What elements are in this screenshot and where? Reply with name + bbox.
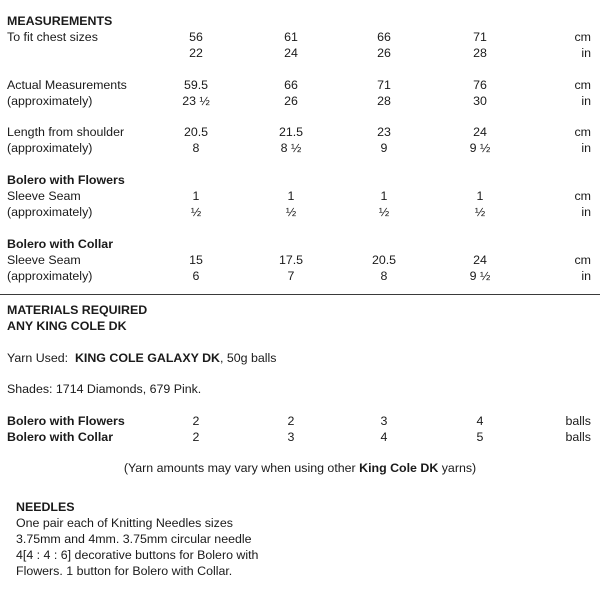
note-suffix: yarns) — [438, 461, 477, 475]
unit-label: cm — [574, 189, 591, 203]
value-cell: 1 — [380, 189, 388, 203]
measurements-title — [0, 13, 600, 29]
value-cell: 9 ½ — [469, 269, 491, 283]
value-cell: 3 — [380, 414, 388, 428]
unit-label: cm — [574, 30, 591, 44]
row-label: To fit chest sizes — [7, 30, 98, 44]
needles-line: 4[4 : 4 : 6] decorative buttons for Bolero with — [16, 548, 259, 562]
value-cell: 1 — [476, 189, 484, 203]
value-cell: 1 — [192, 189, 200, 203]
flowers-heading-row — [0, 172, 600, 188]
subsection-heading: Bolero with Collar — [7, 237, 114, 251]
value-cell: 7 — [287, 269, 295, 283]
flowers-balls-row — [0, 413, 600, 429]
flowers-sleeve-cm-row — [0, 188, 600, 204]
shades-line: Shades: 1714 Diamonds, 679 Pink. — [7, 382, 202, 396]
needles-line: 3.75mm and 4mm. 3.75mm circular needle — [16, 532, 252, 546]
unit-label: in — [581, 141, 591, 155]
value-cell: 15 — [189, 253, 203, 267]
row-label: Length from shoulder — [7, 125, 125, 139]
value-cell: 3 — [287, 430, 295, 444]
unit-label: cm — [574, 78, 591, 92]
value-cell: 20.5 — [183, 125, 209, 139]
yarn-used-line — [7, 350, 276, 366]
value-cell: 71 — [473, 30, 487, 44]
value-cell: 24 — [473, 125, 487, 139]
value-cell: 9 — [380, 141, 388, 155]
value-cell: 66 — [377, 30, 391, 44]
value-cell: 1 — [287, 189, 295, 203]
value-cell: ½ — [285, 205, 297, 219]
actual-cm-row — [0, 77, 600, 93]
value-cell: 2 — [192, 430, 200, 444]
value-cell: 23 ½ — [182, 94, 210, 108]
unit-label: cm — [574, 125, 591, 139]
value-cell: 59.5 — [183, 78, 209, 92]
row-label: (approximately) — [7, 94, 93, 108]
collar-sleeve-in-row — [0, 268, 600, 284]
yarn-name: KING COLE GALAXY DK — [74, 351, 220, 365]
value-cell: ½ — [190, 205, 202, 219]
needles-line: Flowers. 1 button for Bolero with Collar. — [16, 564, 233, 578]
chest-in-row — [0, 45, 600, 61]
materials-subtitle: ANY KING COLE DK — [7, 319, 127, 333]
value-cell: 5 — [476, 430, 484, 444]
value-cell: 66 — [284, 78, 298, 92]
length-in-row — [0, 140, 600, 156]
value-cell: 61 — [284, 30, 298, 44]
row-label: Sleeve Seam — [7, 253, 81, 267]
value-cell: 8 ½ — [280, 141, 302, 155]
collar-heading-row — [0, 236, 600, 252]
section-divider — [0, 294, 600, 295]
value-cell: 28 — [377, 94, 391, 108]
value-cell: 4 — [476, 414, 484, 428]
value-cell: 28 — [473, 46, 487, 60]
row-label: Bolero with Flowers — [7, 414, 125, 428]
value-cell: 26 — [377, 46, 391, 60]
value-cell: 30 — [473, 94, 487, 108]
value-cell: 20.5 — [371, 253, 397, 267]
value-cell: 56 — [189, 30, 203, 44]
note-prefix: (Yarn amounts may vary when using other — [123, 461, 360, 475]
materials-title: MATERIALS REQUIRED — [7, 303, 148, 317]
collar-balls-row — [0, 429, 600, 445]
value-cell: 6 — [192, 269, 200, 283]
chest-cm-row — [0, 29, 600, 45]
needles-title: NEEDLES — [16, 500, 75, 514]
value-cell: 2 — [192, 414, 200, 428]
value-cell: 22 — [189, 46, 203, 60]
row-label: Actual Measurements — [7, 78, 127, 92]
unit-label: in — [581, 205, 591, 219]
row-label: (approximately) — [7, 269, 93, 283]
value-cell: 17.5 — [278, 253, 304, 267]
unit-label: in — [581, 46, 591, 60]
value-cell: ½ — [474, 205, 486, 219]
value-cell: 76 — [473, 78, 487, 92]
value-cell: 23 — [377, 125, 391, 139]
value-cell: 4 — [380, 430, 388, 444]
value-cell: 21.5 — [278, 125, 304, 139]
flowers-sleeve-in-row — [0, 204, 600, 220]
row-label: (approximately) — [7, 205, 93, 219]
value-cell: ½ — [378, 205, 390, 219]
unit-label: in — [581, 269, 591, 283]
yarn-prefix: Yarn Used: — [7, 351, 69, 365]
row-label: Bolero with Collar — [7, 430, 114, 444]
unit-label: in — [581, 94, 591, 108]
length-cm-row — [0, 124, 600, 140]
subsection-heading: Bolero with Flowers — [7, 173, 125, 187]
value-cell: 8 — [192, 141, 200, 155]
yarn-suffix: , 50g balls — [220, 351, 277, 365]
unit-label: balls — [565, 430, 591, 444]
value-cell: 71 — [377, 78, 391, 92]
collar-sleeve-cm-row — [0, 252, 600, 268]
unit-label: balls — [565, 414, 591, 428]
yarn-note — [0, 460, 600, 476]
row-label: Sleeve Seam — [7, 189, 81, 203]
unit-label: cm — [574, 253, 591, 267]
needles-line: One pair each of Knitting Needles sizes — [16, 516, 233, 530]
note-brand: King Cole DK — [359, 461, 439, 475]
actual-in-row — [0, 93, 600, 109]
value-cell: 2 — [287, 414, 295, 428]
value-cell: 8 — [380, 269, 388, 283]
row-label: (approximately) — [7, 141, 93, 155]
value-cell: 24 — [473, 253, 487, 267]
value-cell: 9 ½ — [469, 141, 491, 155]
value-cell: 26 — [284, 94, 298, 108]
value-cell: 24 — [284, 46, 298, 60]
section-title: MEASUREMENTS — [7, 14, 113, 28]
